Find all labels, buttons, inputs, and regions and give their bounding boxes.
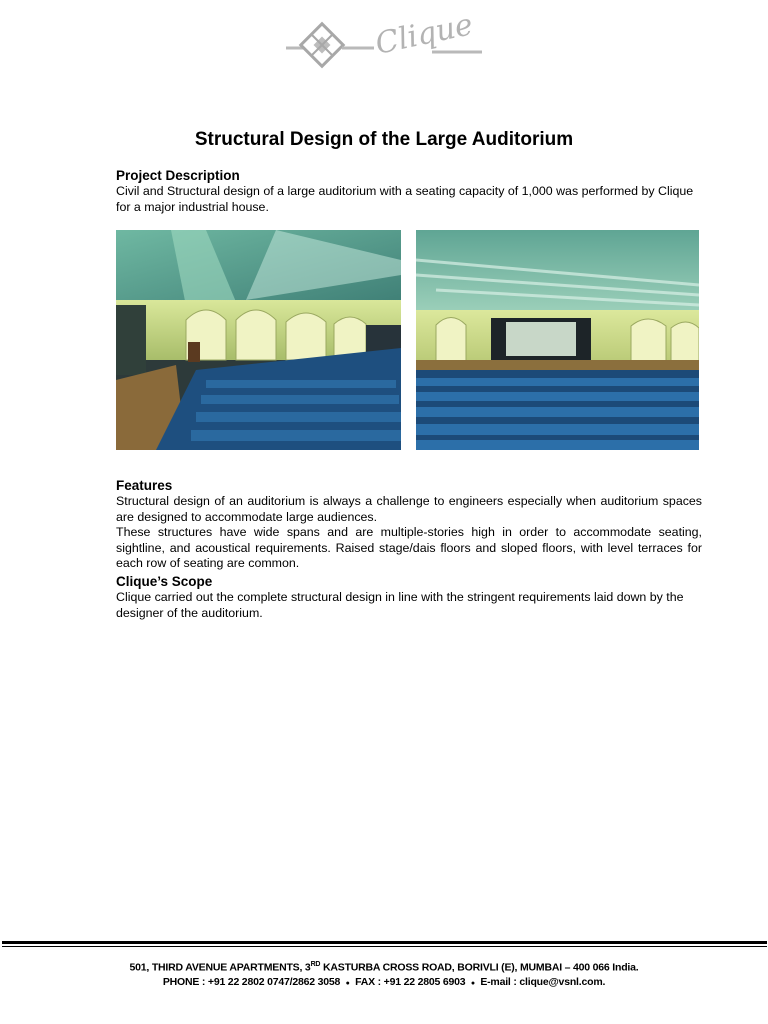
scope-heading: Clique’s Scope — [116, 573, 213, 589]
features-paragraph-1: Structural design of an auditorium is always a challenge to engineers especially when auditorium spaces are designed to accommodate large audiences. — [116, 494, 702, 524]
clique-logo-mark — [282, 12, 486, 74]
project-description-section — [116, 168, 702, 215]
footer-phone: PHONE : +91 22 2802 0747/2862 3058 — [162, 976, 341, 988]
project-description-heading: Project Description — [116, 168, 240, 183]
footer-address: 501, THIRD AVENUE APARTMENTS, 3RD KASTURBA CROSS ROAD, BORIVLI (E), MUMBAI – 400 066 India. — [129, 961, 639, 974]
footer-divider-thin — [2, 946, 767, 947]
footer-divider-thick — [2, 941, 767, 944]
scope-text: Clique carried out the complete structural design in line with the stringent requirements laid down by the designer of the auditorium. — [116, 589, 684, 620]
auditorium-photo-stage-view — [416, 230, 699, 450]
footer-fax: FAX : +91 22 2805 6903 — [355, 976, 466, 988]
page-title: Structural Design of the Large Auditorium — [194, 129, 574, 150]
project-description-text: Civil and Structural design of a large auditorium with a seating capacity of 1,000 was performed by Clique for a major industrial house. — [116, 184, 694, 214]
bullet-icon: ● — [345, 980, 350, 987]
svg-text:Clique: Clique — [372, 12, 476, 62]
bullet-icon: ● — [470, 980, 475, 987]
footer-contact — [0, 976, 768, 988]
footer-email[interactable]: E-mail : clique@vsnl.com. — [480, 976, 606, 988]
auditorium-photo-side-view — [116, 230, 401, 450]
features-paragraph-2: These structures have wide spans and are multiple-stories high in order to accommodate seating, sightline, and acoustical requirements. Raised stage/dais floors and sloped floors, with level terraces for each row of seating are common. — [116, 525, 702, 571]
features-heading: Features — [116, 478, 173, 493]
clique-logo — [282, 12, 486, 74]
features-section — [116, 478, 702, 621]
